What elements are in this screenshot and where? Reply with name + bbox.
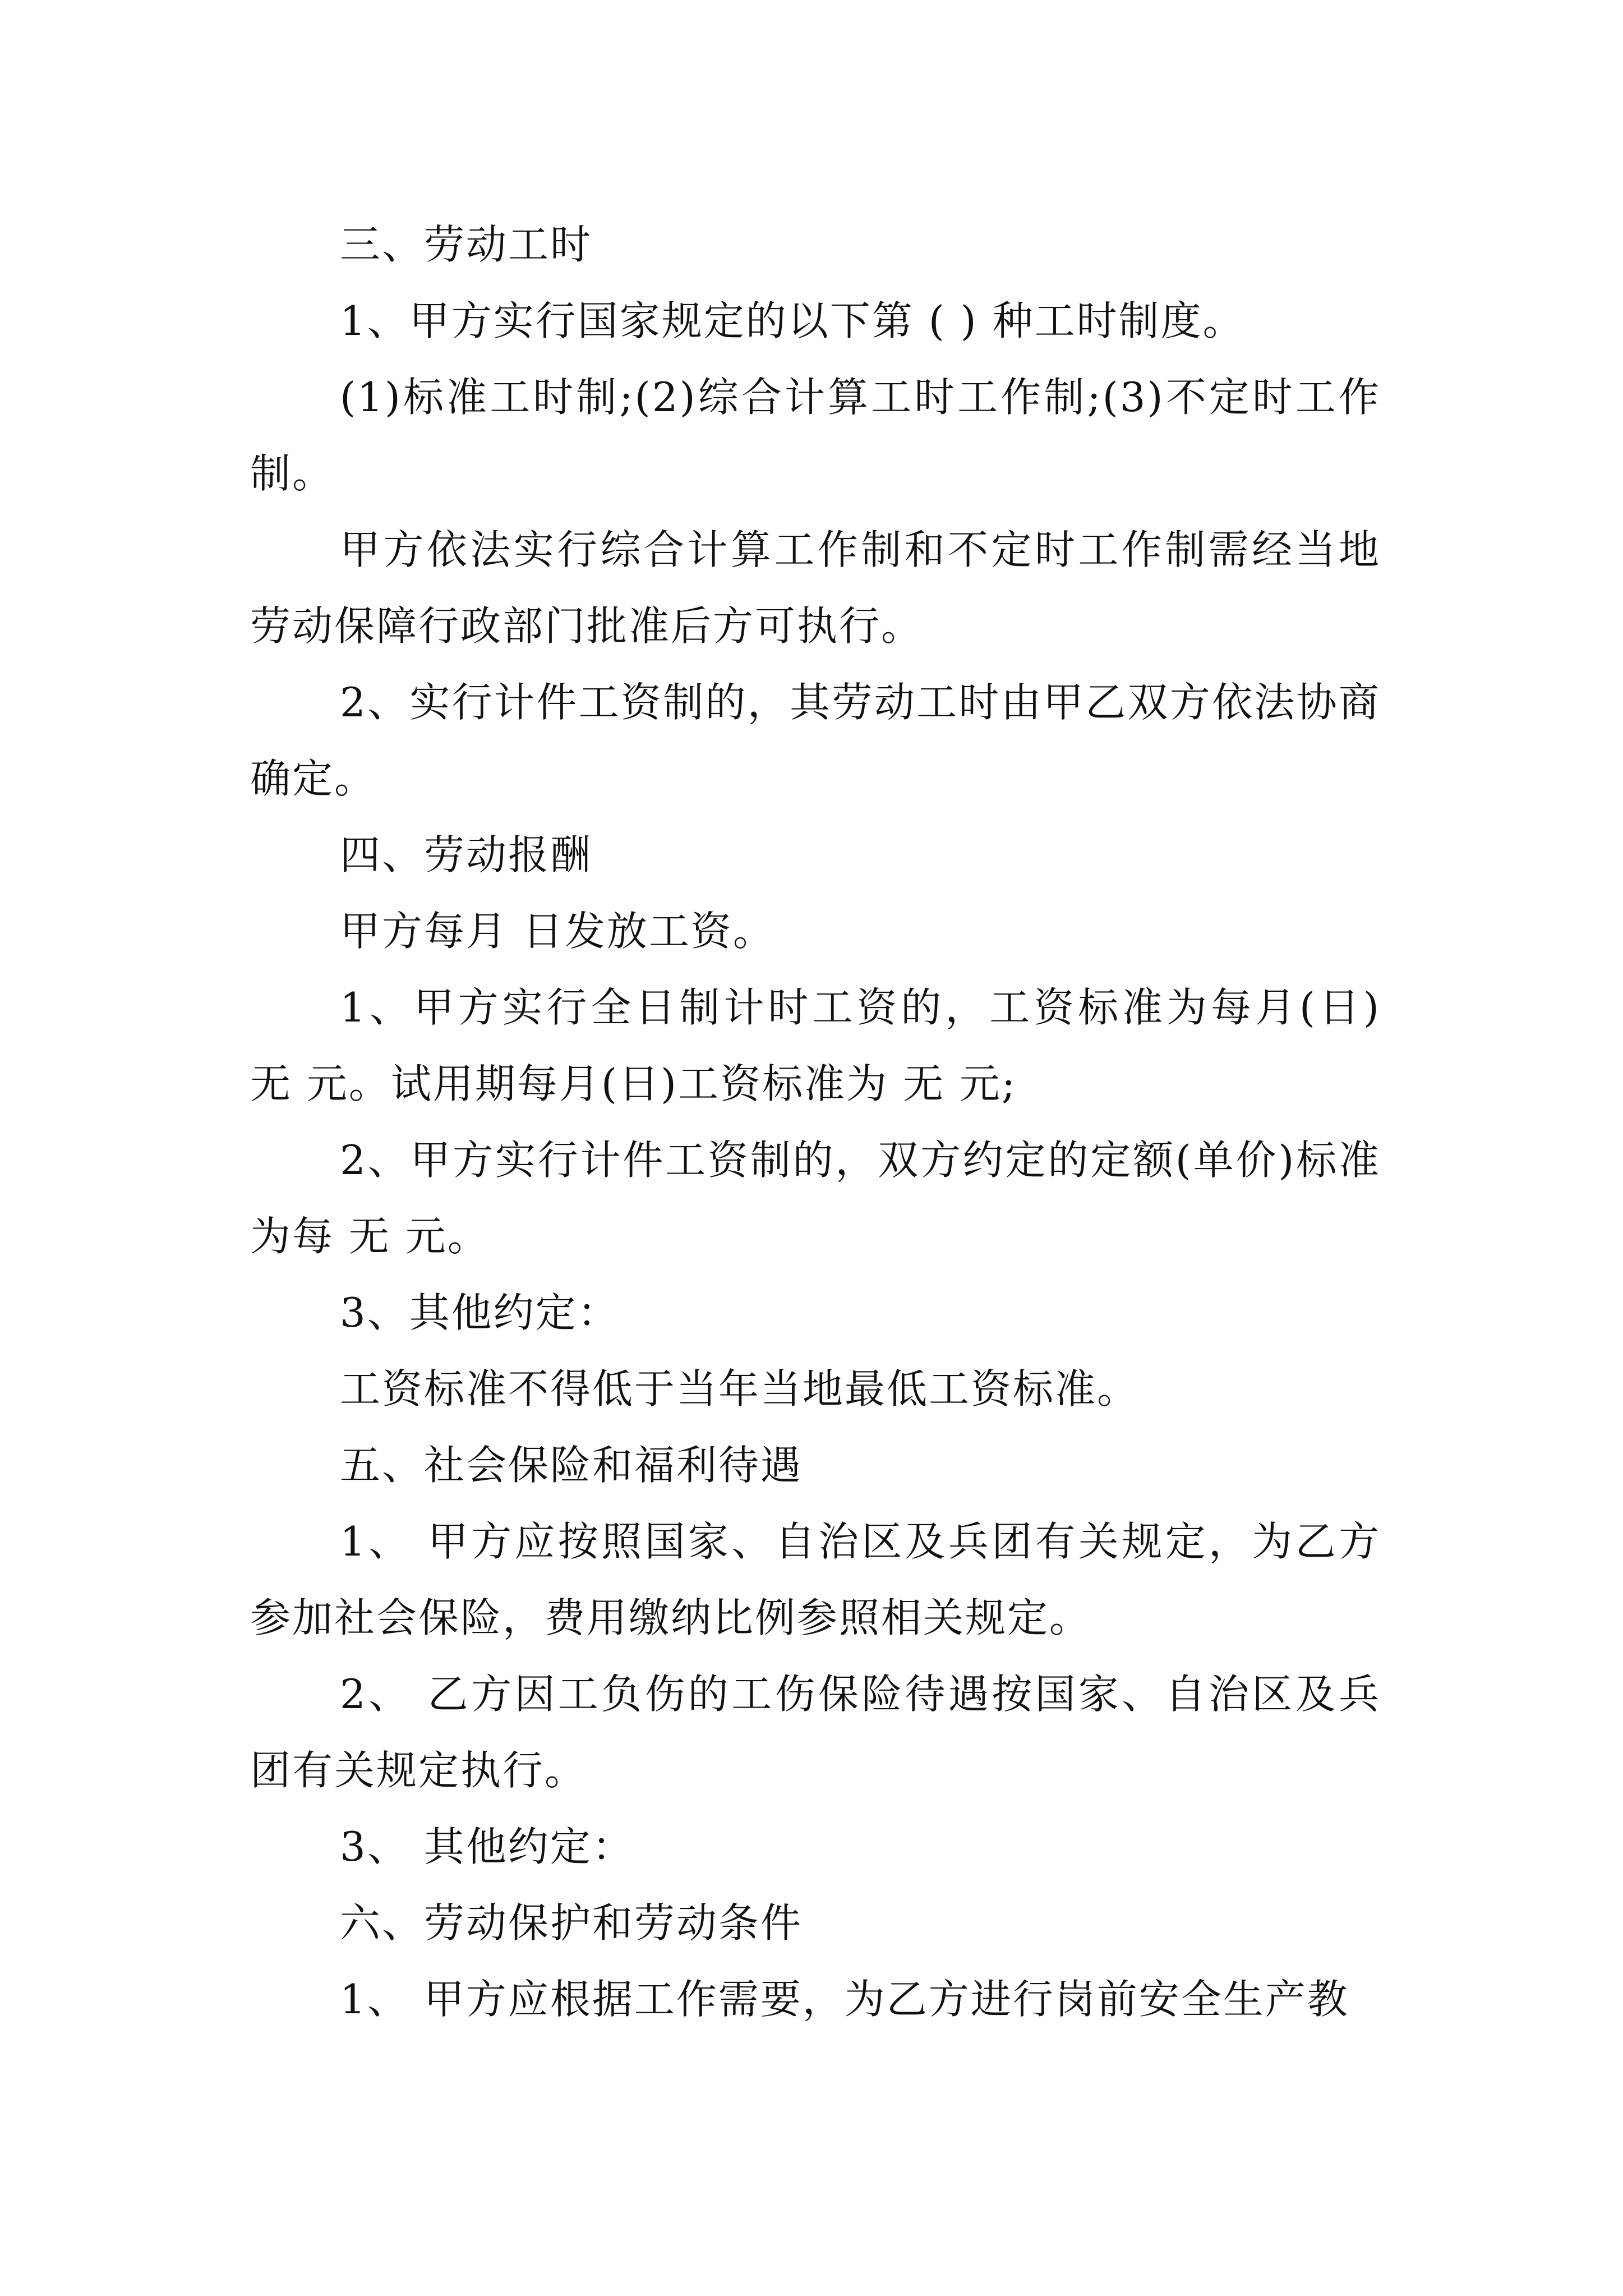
paragraph: 2、实行计件工资制的，其劳动工时由甲乙双方依法协商确定。 <box>250 679 1381 802</box>
paragraph: 1、甲方实行国家规定的以下第 ( ) 种工时制度。 <box>340 297 1245 344</box>
paragraph: 1、甲方实行全日制计时工资的，工资标准为每月(日) 无 元。试用期每月(日)工资标准为 无 元; <box>250 984 1395 1107</box>
paragraph: 3、其他约定： <box>340 1289 620 1336</box>
paragraph: 2、甲方实行计件工资制的，双方约定的定额(单价)标准为每 无 元。 <box>250 1137 1381 1260</box>
paragraph: (1)标准工时制;(2)综合计算工时工作制;(3)不定时工作制。 <box>250 374 1381 497</box>
paragraph: 甲方依法实行综合计算工作制和不定时工作制需经当地劳动保障行政部门批准后方可执行。 <box>250 526 1381 650</box>
paragraph: 3、 其他约定： <box>340 1823 634 1870</box>
section-heading-working-hours: 三、劳动工时 <box>340 221 593 268</box>
paragraph: 1、 甲方应根据工作需要，为乙方进行岗前安全生产教 <box>340 1976 1349 2023</box>
paragraph: 甲方每月 日发放工资。 <box>340 908 775 955</box>
section-heading-remuneration: 四、劳动报酬 <box>340 831 593 878</box>
section-heading-social-insurance: 五、社会保险和福利待遇 <box>340 1442 803 1489</box>
paragraph: 1、 甲方应按照国家、自治区及兵团有关规定，为乙方参加社会保险，费用缴纳比例参照相关规定。 <box>250 1518 1381 1641</box>
document-body <box>250 206 1395 2037</box>
paragraph: 2、 乙方因工负伤的工伤保险待遇按国家、自治区及兵团有关规定执行。 <box>250 1671 1381 1794</box>
section-heading-labor-protection: 六、劳动保护和劳动条件 <box>340 1899 803 1947</box>
paragraph: 工资标准不得低于当年当地最低工资标准。 <box>340 1365 1140 1412</box>
